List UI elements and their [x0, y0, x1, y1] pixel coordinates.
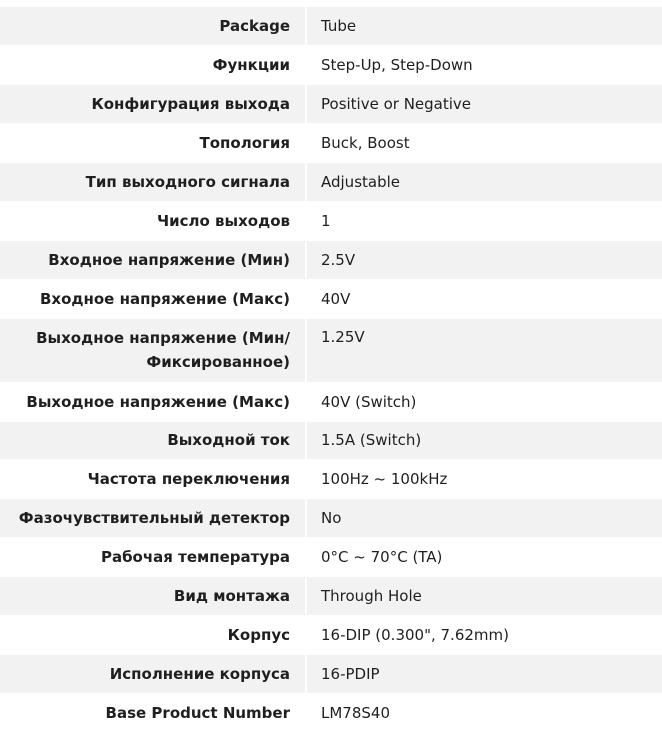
- spec-value: Buck, Boost: [306, 124, 662, 163]
- spec-label: Рабочая температура: [0, 538, 306, 577]
- spec-label: Выходное напряжение (Макс): [0, 382, 306, 421]
- spec-row-operating-temperature: [0, 538, 662, 577]
- spec-row-output-configuration: [0, 85, 662, 124]
- spec-label: [0, 318, 306, 382]
- spec-row-phase-detector: [0, 499, 662, 538]
- spec-value: Positive or Negative: [306, 85, 662, 124]
- spec-label: Корпус: [0, 615, 306, 654]
- spec-row-package: [0, 7, 662, 46]
- spec-value: 1.5A (Switch): [306, 421, 662, 460]
- spec-label-line-2: Фиксированное): [146, 353, 290, 372]
- spec-row-switching-frequency: [0, 460, 662, 499]
- spec-label: Фазочувствительный детектор: [0, 499, 306, 538]
- spec-row-output-voltage-max: [0, 382, 662, 421]
- spec-label: Частота переключения: [0, 460, 306, 499]
- spec-label: Число выходов: [0, 201, 306, 240]
- spec-label: Вид монтажа: [0, 577, 306, 616]
- spec-label: Входное напряжение (Макс): [0, 279, 306, 318]
- spec-row-supplier-device-package: [0, 654, 662, 693]
- spec-row-mounting-type: [0, 577, 662, 616]
- spec-value: Adjustable: [306, 163, 662, 202]
- spec-row-output-voltage-min-fixed: [0, 318, 662, 382]
- spec-value: 40V (Switch): [306, 382, 662, 421]
- spec-value: Tube: [306, 7, 662, 46]
- spec-row-package-case: [0, 615, 662, 654]
- spec-label: Исполнение корпуса: [0, 654, 306, 693]
- spec-label-line-1: Выходное напряжение (Мин/: [36, 329, 290, 348]
- specifications-table: [0, 7, 662, 733]
- spec-label: Функции: [0, 46, 306, 85]
- spec-value: 100Hz ~ 100kHz: [306, 460, 662, 499]
- spec-value: 1: [306, 201, 662, 240]
- spec-value: 0°C ~ 70°C (TA): [306, 538, 662, 577]
- spec-row-input-voltage-min: [0, 240, 662, 279]
- spec-label: Топология: [0, 124, 306, 163]
- spec-value: 16-DIP (0.300", 7.62mm): [306, 615, 662, 654]
- spec-value: 16-PDIP: [306, 654, 662, 693]
- spec-label: Тип выходного сигнала: [0, 163, 306, 202]
- spec-label: Package: [0, 7, 306, 46]
- spec-value: LM78S40: [306, 693, 662, 732]
- spec-row-output-current: [0, 421, 662, 460]
- spec-label: Выходной ток: [0, 421, 306, 460]
- spec-label: Base Product Number: [0, 693, 306, 732]
- spec-row-base-product-number: [0, 693, 662, 732]
- spec-value: 1.25V: [306, 318, 662, 382]
- spec-row-output-type: [0, 163, 662, 202]
- spec-value: No: [306, 499, 662, 538]
- spec-value: Step-Up, Step-Down: [306, 46, 662, 85]
- spec-row-topology: [0, 124, 662, 163]
- spec-row-number-of-outputs: [0, 201, 662, 240]
- spec-row-input-voltage-max: [0, 279, 662, 318]
- spec-row-functions: [0, 46, 662, 85]
- spec-value: Through Hole: [306, 577, 662, 616]
- spec-label: Конфигурация выхода: [0, 85, 306, 124]
- spec-label: Входное напряжение (Мин): [0, 240, 306, 279]
- spec-value: 40V: [306, 279, 662, 318]
- spec-value: 2.5V: [306, 240, 662, 279]
